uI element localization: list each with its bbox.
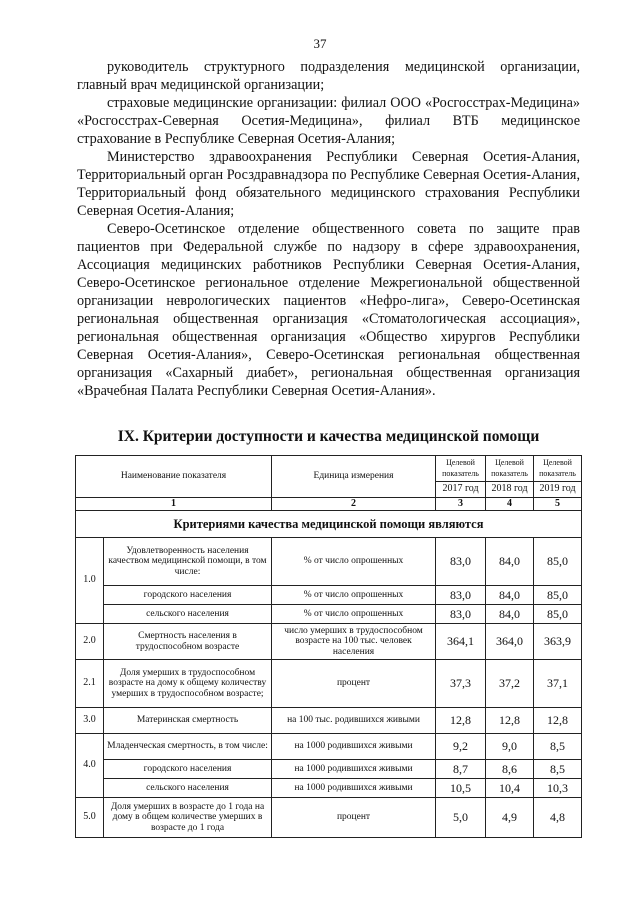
column-number: 2 [272, 498, 436, 511]
value-2018: 9,0 [486, 734, 534, 760]
table-row [76, 660, 582, 708]
row-code: 2.1 [76, 660, 104, 708]
group-title-row [76, 511, 582, 538]
row-code: 3.0 [76, 708, 104, 734]
row-name: Материнская смертность [104, 708, 272, 734]
value-2019: 10,3 [534, 779, 582, 798]
column-number: 4 [486, 498, 534, 511]
row-unit: на 1000 родившихся живыми [272, 760, 436, 779]
table-row [76, 586, 582, 605]
column-number: 5 [534, 498, 582, 511]
row-unit: процент [272, 798, 436, 838]
column-number: 3 [436, 498, 486, 511]
value-2018: 37,2 [486, 660, 534, 708]
page-number: 37 [313, 36, 327, 51]
value-2018: 84,0 [486, 605, 534, 624]
row-name: городского населения [104, 760, 272, 779]
table-header-row [76, 456, 582, 482]
value-2018: 84,0 [486, 538, 534, 586]
value-2019: 8,5 [534, 734, 582, 760]
row-unit: число умерших в трудоспособном возрасте на 100 тыс. человек населения [272, 624, 436, 660]
value-2018: 8,6 [486, 760, 534, 779]
value-2019: 85,0 [534, 538, 582, 586]
value-2019: 37,1 [534, 660, 582, 708]
row-code: 4.0 [76, 734, 104, 798]
value-2019: 85,0 [534, 586, 582, 605]
row-unit: % от число опрошенных [272, 538, 436, 586]
column-number: 1 [76, 498, 272, 511]
row-name: Младенческая смертность, в том числе: [104, 734, 272, 760]
header-indicator-name: Наименование показателя [76, 456, 272, 498]
value-2018: 84,0 [486, 586, 534, 605]
row-name: Удовлетворенность населения качеством медицинской помощи, в том числе: [104, 538, 272, 586]
section-heading: IX. Критерии доступности и качества медицинской помощи [117, 428, 540, 445]
value-2017: 12,8 [436, 708, 486, 734]
table-row [76, 734, 582, 760]
paragraph: руководитель структурного подразделения медицинской организации, главный врач медицинской организации; [77, 59, 580, 93]
row-name: Доля умерших в трудоспособном возрасте на дому к общему количеству умерших в трудоспособном возрасте; [104, 660, 272, 708]
column-numbers-row [76, 498, 582, 511]
header-target-2018: Целевой показатель [486, 456, 534, 482]
row-unit: на 1000 родившихся живыми [272, 779, 436, 798]
value-2019: 12,8 [534, 708, 582, 734]
row-code: 2.0 [76, 624, 104, 660]
value-2018: 4,9 [486, 798, 534, 838]
body-text [77, 58, 580, 400]
row-unit: % от число опрошенных [272, 605, 436, 624]
table-row [76, 624, 582, 660]
value-2017: 37,3 [436, 660, 486, 708]
row-unit: на 100 тыс. родившихся живыми [272, 708, 436, 734]
value-2017: 5,0 [436, 798, 486, 838]
value-2017: 9,2 [436, 734, 486, 760]
table-row [76, 605, 582, 624]
value-2019: 8,5 [534, 760, 582, 779]
header-year-2017: 2017 год [436, 482, 486, 498]
row-name: сельского населения [104, 605, 272, 624]
table-row [76, 708, 582, 734]
row-code: 5.0 [76, 798, 104, 838]
group-title: Критериями качества медицинской помощи являются [76, 511, 582, 538]
header-target-2017: Целевой показатель [436, 456, 486, 482]
criteria-table [75, 455, 582, 838]
value-2017: 83,0 [436, 586, 486, 605]
row-unit: % от число опрошенных [272, 586, 436, 605]
value-2017: 8,7 [436, 760, 486, 779]
row-unit: на 1000 родившихся живыми [272, 734, 436, 760]
row-name: городского населения [104, 586, 272, 605]
table-row [76, 538, 582, 586]
table-row [76, 798, 582, 838]
table-row [76, 760, 582, 779]
value-2017: 83,0 [436, 605, 486, 624]
header-year-2019: 2019 год [534, 482, 582, 498]
table-row [76, 779, 582, 798]
value-2019: 4,8 [534, 798, 582, 838]
paragraph: страховые медицинские организации: филиал ООО «Росгосстрах-Медицина» «Росгосстрах-Северная Осетия-Медицина», филиал ВТБ медицинское страхование в Республике Северная Осетия-Алания; [77, 95, 580, 147]
header-year-2018: 2018 год [486, 482, 534, 498]
value-2019: 363,9 [534, 624, 582, 660]
row-name: Доля умерших в возрасте до 1 года на дому в общем количестве умерших в возрасте до 1 года [104, 798, 272, 838]
paragraph: Северо-Осетинское отделение общественного совета по защите прав пациентов при Федеральной службе по надзору в сфере здравоохранения, Ассоциация медицинских работников Республики Северная Осетия-Алания, Северо-Осетинское региональное отделение Межрегиональной общественной организации неврологических пациентов «Нефро-лига», Северо-Осетинская региональная общественная организация «Стоматологическая ассоциация», региональная общественная организация «Общество хирургов Республики Северная Осетия-Алания», Северо-Осетинская региональная общественная организация «Сахарный диабет», региональная общественная организация «Врачебная Палата Республики Северная Осетия-Алания». [77, 221, 580, 399]
paragraph: Министерство здравоохранения Республики Северная Осетия-Алания, Территориальный орган Росздравнадзора по Республике Северная Осетия-Алания, Территориальный фонд обязательного медицинского страхования Республики Северная Осетия-Алания; [77, 149, 580, 219]
row-code: 1.0 [76, 538, 104, 624]
value-2017: 364,1 [436, 624, 486, 660]
row-name: сельского населения [104, 779, 272, 798]
value-2018: 12,8 [486, 708, 534, 734]
header-unit: Единица измерения [272, 456, 436, 498]
row-name: Смертность населения в трудоспособном возрасте [104, 624, 272, 660]
value-2019: 85,0 [534, 605, 582, 624]
header-target-2019: Целевой показатель [534, 456, 582, 482]
value-2017: 83,0 [436, 538, 486, 586]
value-2018: 364,0 [486, 624, 534, 660]
value-2017: 10,5 [436, 779, 486, 798]
row-unit: процент [272, 660, 436, 708]
value-2018: 10,4 [486, 779, 534, 798]
